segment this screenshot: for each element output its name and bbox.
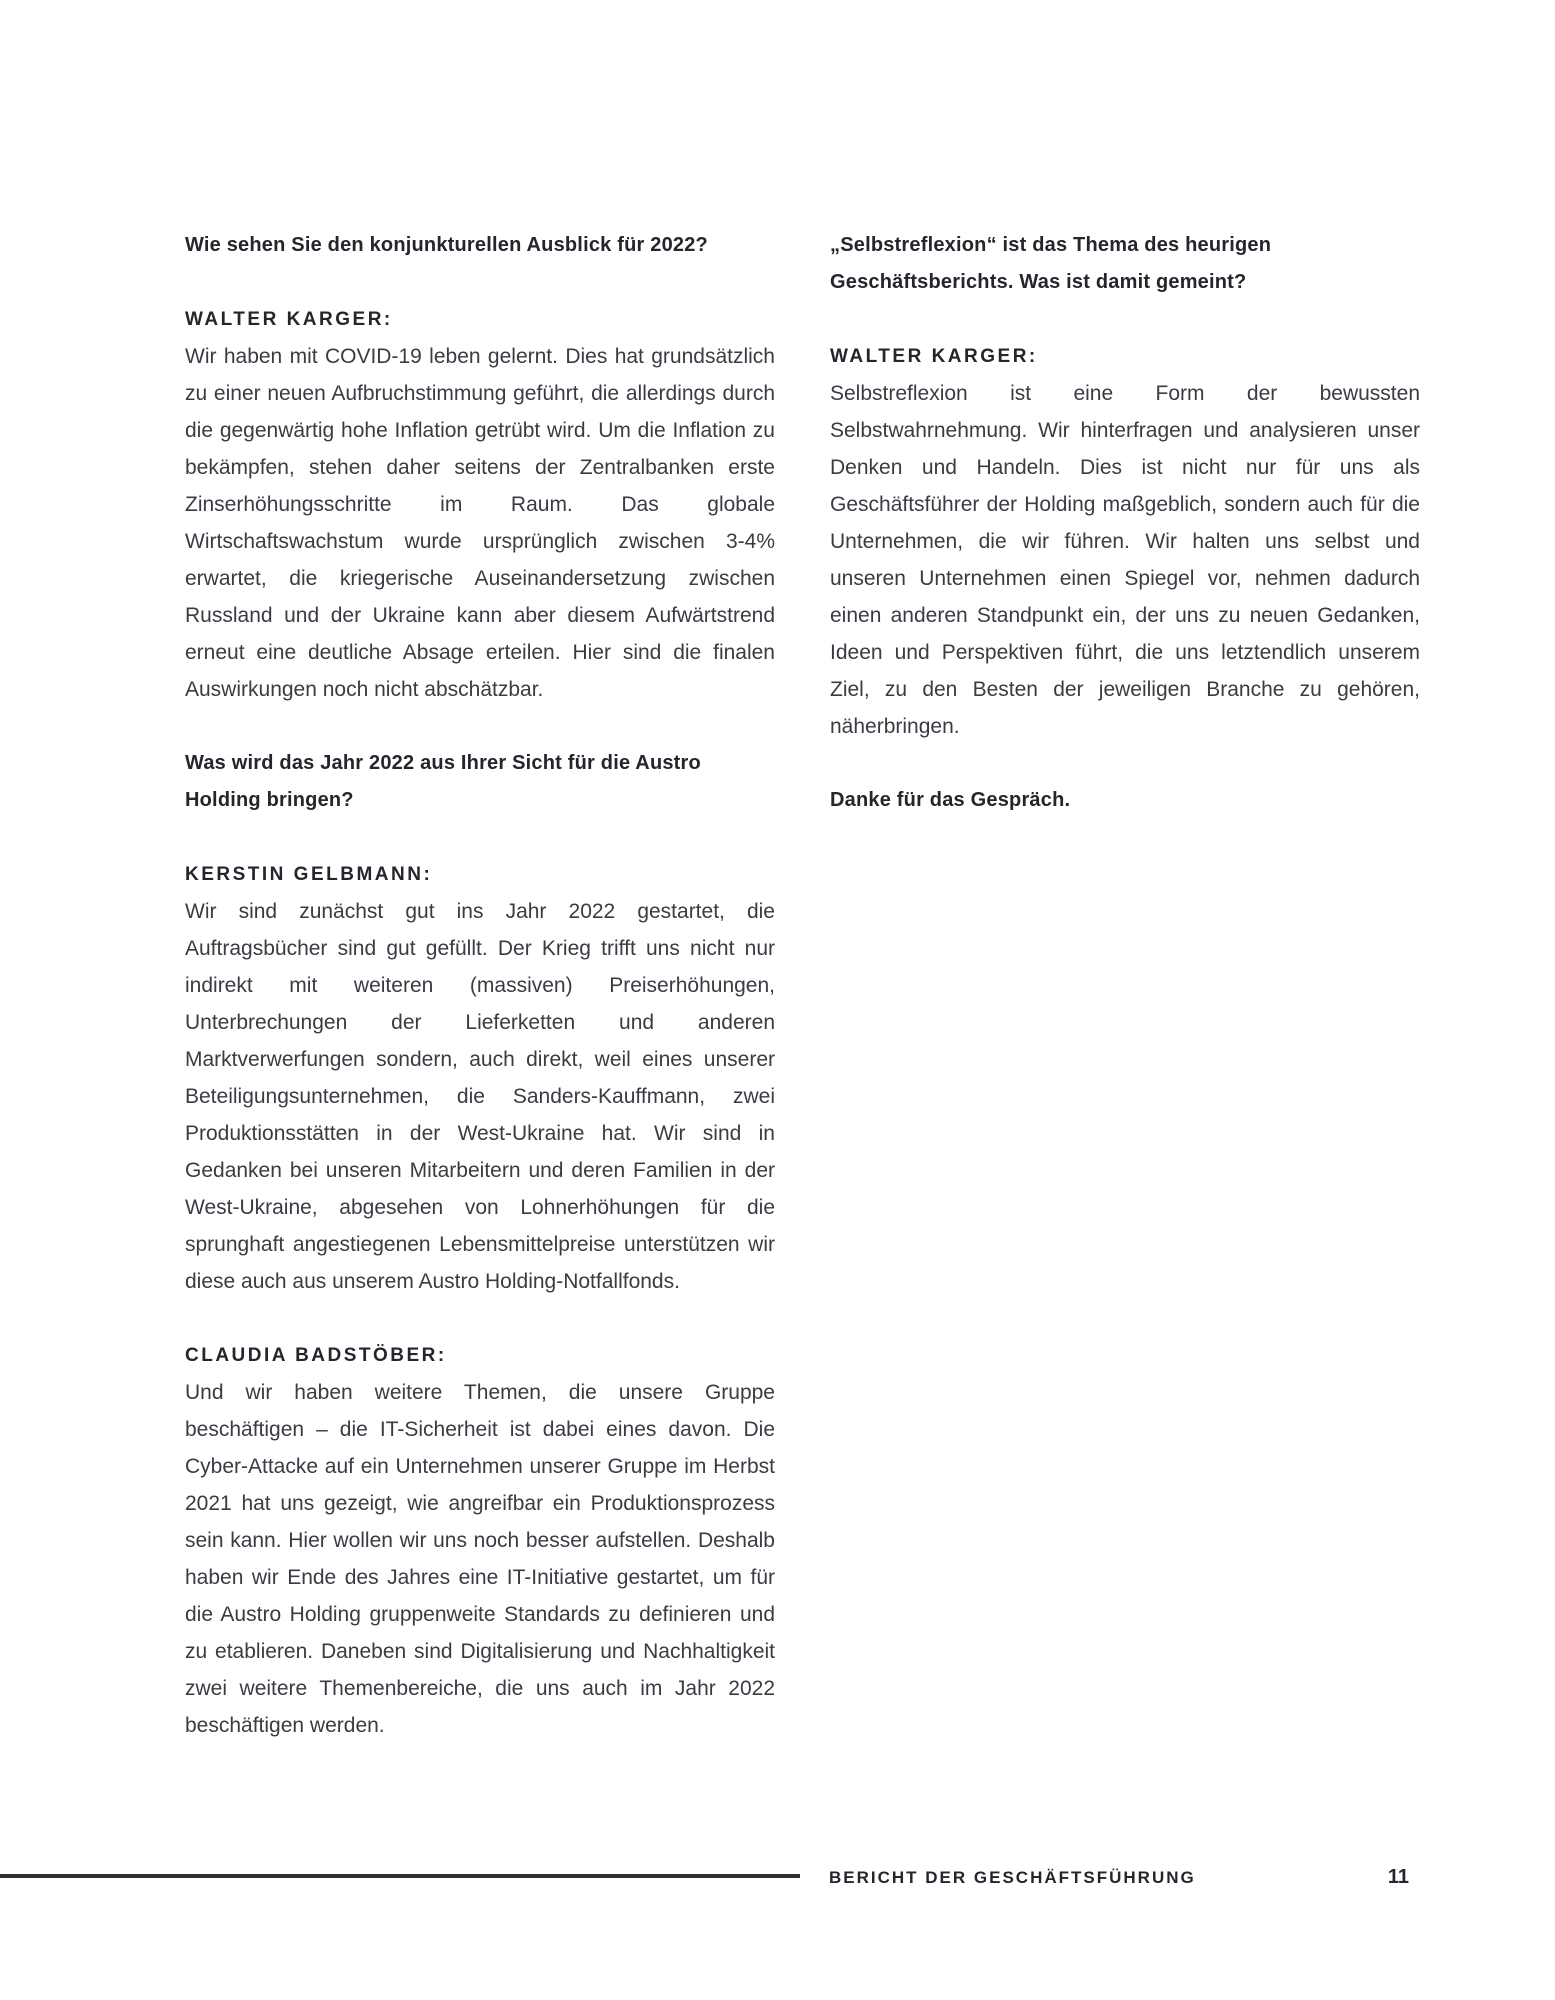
interview-column-left [185, 227, 775, 1744]
speaker-label: WALTER KARGER: [185, 309, 393, 330]
answer-paragraph: Und wir haben weitere Themen, die unsere Gruppe beschäftigen – die IT-Sicherheit ist dabei eines davon. Die Cyber-Attacke auf ein Unternehmen unserer Gruppe im Herbst 2021 hat uns gezeigt, wie angreifbar ein Produktionsprozess sein kann. Hier wollen wir uns noch besser aufstellen. Deshalb haben wir Ende des Jahres eine IT-Initiative gestartet, um für die Austro Holding gruppenweite Standards zu definieren und zu etablieren. Daneben sind Digitalisierung und Nachhaltigkeit zwei weitere Themenbereiche, die uns auch im Jahr 2022 beschäftigen werden. [185, 1381, 775, 1737]
answer-paragraph: Selbstreflexion ist eine Form der bewussten Selbstwahrnehmung. Wir hinterfragen und analysieren unser Denken und Handeln. Dies ist nicht nur für uns als Geschäftsführer der Holding maßgeblich, sondern auch für die Unternehmen, die wir führen. Wir halten uns selbst und unseren Unternehmen einen Spiegel vor, nehmen dadurch einen anderen Standpunkt ein, der uns zu neuen Gedanken, Ideen und Perspektiven führt, die uns letztendlich unserem Ziel, zu den Besten der jeweiligen Branche zu gehören, näherbringen. [830, 382, 1420, 738]
closing-thanks: Danke für das Gespräch. [830, 789, 1071, 811]
footer-section-label: BERICHT DER GESCHÄFTSFÜHRUNG [829, 1868, 1196, 1887]
footer-divider-rule [0, 1874, 800, 1878]
speaker-label: CLAUDIA BADSTÖBER: [185, 1345, 447, 1366]
answer-paragraph: Wir haben mit COVID-19 leben gelernt. Dies hat grundsätzlich zu einer neuen Aufbruchstimmung geführt, die allerdings durch die gegenwärtig hohe Inflation getrübt wird. Um die Inflation zu bekämpfen, stehen daher seitens der Zentralbanken erste Zinserhöhungsschritte im Raum. Das globale Wirtschaftswachstum wurde ursprünglich zwischen 3-4% erwartet, die kriegerische Auseinandersetzung zwischen Russland und der Ukraine kann aber diesem Aufwärtstrend erneut eine deutliche Absage erteilen. Hier sind die finalen Auswirkungen noch nicht abschätzbar. [185, 345, 775, 701]
interview-column-right [830, 227, 1420, 819]
question-heading: Was wird das Jahr 2022 aus Ihrer Sicht für die Austro Holding bringen? [185, 752, 701, 811]
speaker-label: WALTER KARGER: [830, 346, 1038, 367]
speaker-label: KERSTIN GELBMANN: [185, 864, 433, 885]
page-number: 11 [1387, 1866, 1409, 1888]
question-heading: Wie sehen Sie den konjunkturellen Ausblick für 2022? [185, 234, 708, 256]
answer-paragraph: Wir sind zunächst gut ins Jahr 2022 gestartet, die Auftragsbücher sind gut gefüllt. Der Krieg trifft uns nicht nur indirekt mit weiteren (massiven) Preiserhöhungen, Unterbrechungen der Lieferketten und anderen Marktverwerfungen sondern, auch direkt, weil eines unserer Beteiligungsunternehmen, die Sanders-Kauffmann, zwei Produktionsstätten in der West-Ukraine hat. Wir sind in Gedanken bei unseren Mitarbeitern und deren Familien in der West-Ukraine, abgesehen von Lohnerhöhungen für die sprunghaft angestiegenen Lebensmittelpreise unterstützen wir diese auch aus unserem Austro Holding-Notfallfonds. [185, 900, 775, 1293]
question-heading: „Selbstreflexion“ ist das Thema des heurigen Geschäftsberichts. Was ist damit gemeint? [830, 234, 1272, 293]
